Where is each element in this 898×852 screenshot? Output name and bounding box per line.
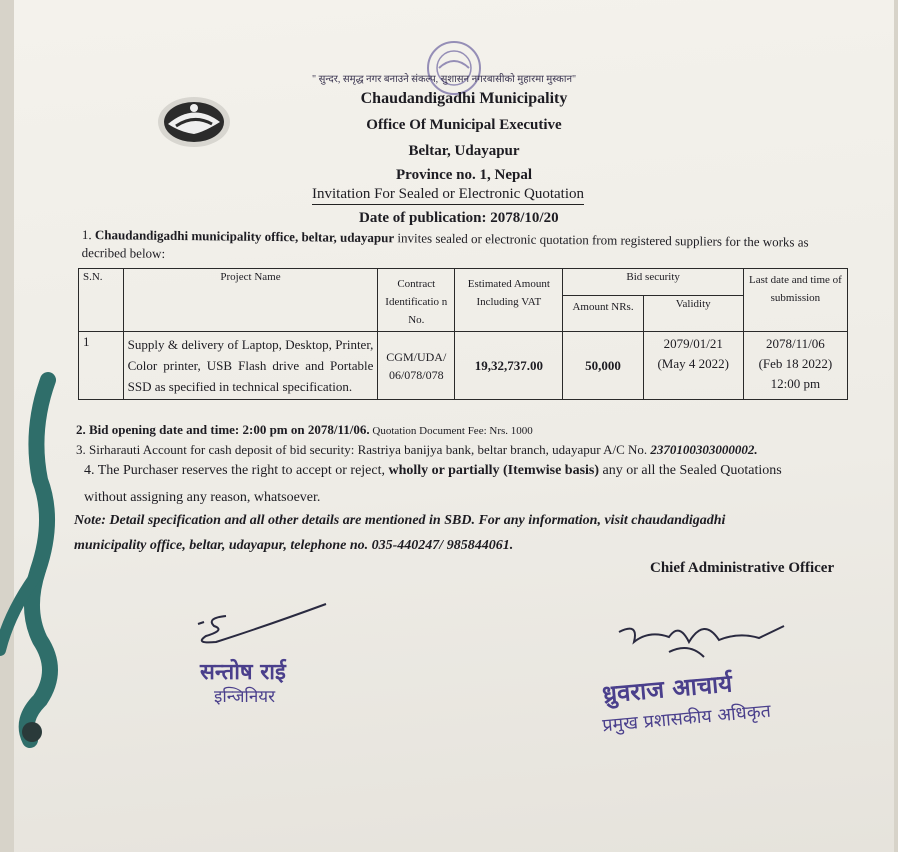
office-location: Beltar, Udayapur xyxy=(408,143,520,159)
intro-number: 1. xyxy=(81,226,92,243)
invitation-title: Invitation For Sealed or Electronic Quotation xyxy=(312,186,584,205)
last-date-ad: (Feb 18 2022) xyxy=(758,356,833,371)
intro-office: Chaudandigadhi municipality office, beltar, udayapur xyxy=(94,227,395,246)
officer-name-stamp: ध्रुवराज आचार्य xyxy=(601,669,734,709)
purchaser-text-bold: wholly or partially (Itemwise basis) xyxy=(388,463,600,478)
office-name: Office Of Municipal Executive xyxy=(366,117,562,133)
row-project: Supply & delivery of Laptop, Desktop, Printer, Color printer, USB Flash drive and Portable SSD as specified in technical specification. xyxy=(123,332,378,400)
table-header-row xyxy=(79,269,848,296)
purchaser-text-end: any or all the Sealed Quotations xyxy=(602,463,782,478)
document-page xyxy=(14,0,894,852)
officer-title-stamp: प्रमुख प्रशासकीय अधिकृत xyxy=(601,700,772,737)
header-sn: S.N. xyxy=(79,269,124,332)
chief-officer-title: Chief Administrative Officer xyxy=(650,560,835,576)
municipality-tagline: " सुन्दर, समृद्ध नगर बनाउने संकल्प, सुशासन नगरबासीको मुहारमा मुस्कान" xyxy=(312,74,577,85)
account-text: 3. Sirharauti Account for cash deposit of bid security: Rastriya banijya bank, beltar branch, udayapur A/C No. xyxy=(76,442,648,457)
quotation-table xyxy=(78,268,848,400)
row-sn: 1 xyxy=(79,332,124,400)
row-amount: 50,000 xyxy=(563,332,643,400)
header-project: Project Name xyxy=(123,269,378,332)
header-contract: Contract Identificatio n No. xyxy=(378,269,455,332)
row-contract: CGM/UDA/ 06/078/078 xyxy=(378,332,455,400)
validity-date-ad: (May 4 2022) xyxy=(657,356,729,371)
row-last-date xyxy=(743,332,847,400)
engineer-title-stamp: इन्जिनियर xyxy=(214,687,276,707)
point-purchaser-rights xyxy=(84,463,782,479)
header-estimated: Estimated Amount Including VAT xyxy=(455,269,563,332)
note-line-1: Note: Detail specification and all other details are mentioned in SBD. For any information, visit chaudandigadhi xyxy=(74,513,726,528)
office-seal-icon xyxy=(419,38,489,98)
last-time: 12:00 pm xyxy=(770,376,821,391)
header-bid-security: Bid security xyxy=(563,269,743,296)
last-date: 2078/11/06 xyxy=(766,336,825,351)
row-validity xyxy=(643,332,743,400)
point-account xyxy=(76,442,758,458)
note-line-2: municipality office, beltar, udayapur, telephone no. 035-440247/ 985844061. xyxy=(74,538,514,553)
binding-thread-icon xyxy=(0,370,80,750)
purchaser-text-line2: without assigning any reason, whatsoever. xyxy=(84,490,321,505)
validity-date: 2079/01/21 xyxy=(663,336,723,351)
point-bid-opening xyxy=(76,422,533,438)
header-amount: Amount NRs. xyxy=(563,295,643,331)
row-estimated: 19,32,737.00 xyxy=(455,332,563,400)
nepal-emblem-icon xyxy=(154,92,234,150)
purchaser-text-start: 4. The Purchaser reserves the right to accept or reject, xyxy=(84,463,385,478)
account-number: 2370100303000002. xyxy=(650,442,758,457)
document-fee: Quotation Document Fee: Nrs. 1000 xyxy=(369,425,533,437)
publication-date: Date of publication: 2078/10/20 xyxy=(359,210,559,226)
bid-opening-bold: 2. Bid opening date and time: 2:00 pm on 2078/11/06. xyxy=(76,422,370,437)
header-last-date: Last date and time of submission xyxy=(743,269,847,332)
table-row xyxy=(79,332,848,400)
intro-text: invites sealed or electronic quotation from registered suppliers for the works as decribed below: xyxy=(81,230,809,261)
engineer-name-stamp: सन्तोष राई xyxy=(200,660,286,685)
province-name: Province no. 1, Nepal xyxy=(396,167,532,183)
intro-paragraph xyxy=(82,226,842,270)
header-validity: Validity xyxy=(643,295,743,331)
municipality-name: Chaudandigadhi Municipality xyxy=(360,90,568,107)
